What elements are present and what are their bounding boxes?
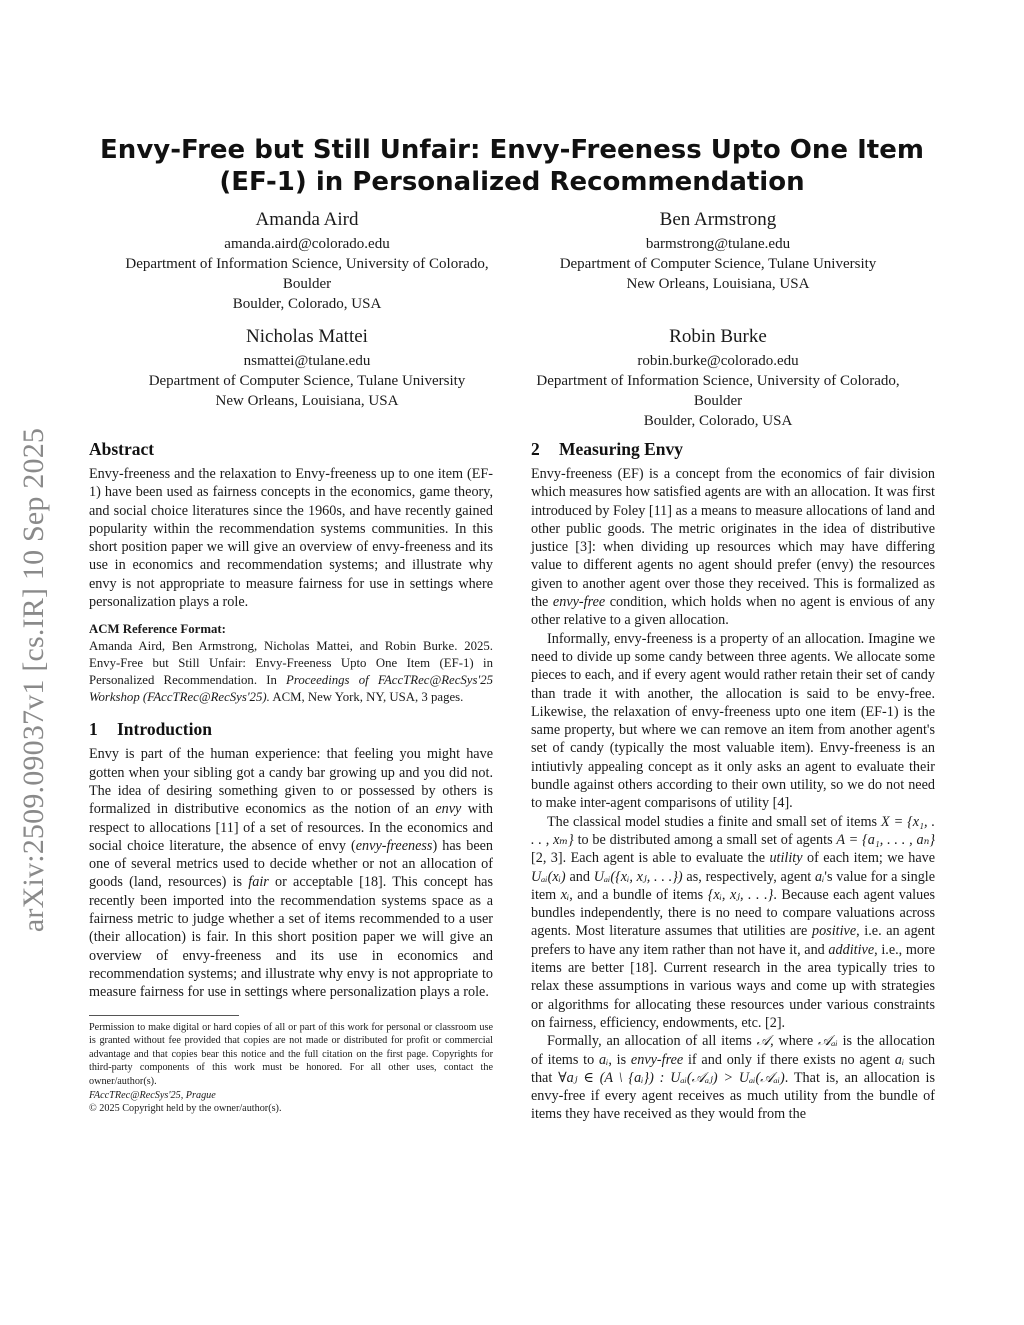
text-run: The classical model studies a finite and small set of items: [547, 813, 878, 830]
emphasis: envy-free: [630, 1051, 684, 1068]
text-run: . Because each agent values bundles independently, there is no need to compare valuations across agents. Most literature assumes that utilities are: [531, 886, 936, 940]
measuring-paragraph-1: [531, 465, 935, 630]
footnote-rule: [89, 1015, 239, 1016]
author-location: New Orleans, Louisiana, USA: [626, 276, 810, 292]
author-name: Ben Armstrong: [659, 209, 777, 230]
abstract-heading: Abstract: [89, 439, 155, 459]
math-expression: Uₐᵢ(xᵢ): [531, 868, 566, 885]
emphasis: utility: [769, 850, 803, 867]
emphasis: additive: [828, 941, 875, 958]
copyright-notice: © 2025 Copyright held by the owner/author(s).: [89, 1103, 282, 1115]
arxiv-stamp: arXiv:2509.09037v1 [cs.IR] 10 Sep 2025: [17, 427, 50, 933]
permission-notice: Permission to make digital or hard copies of all or part of this work for personal or classroom use is granted without fee provided that copies are not made or distributed for profit or commercial advantage and that copies bear this notice and the full citation on the first page. Copyrights for third-party components of this work must be honored. For all other uses, contact the owner/author(s).: [89, 1021, 493, 1087]
text-run: ) has been one of several metrics used to decide whether or not an allocation of goods (land, resources) is: [89, 837, 494, 891]
text-run: , i.e. an agent prefers to have any item rather than not have it, and: [531, 923, 935, 958]
text-run: , i.e., more items are better [18]. Current research in the area typically tries to relax these assumptions in various ways and come up with strategies or algorithms for allocating these resources under various constraints on fairness, efficiency, endowments, etc. [2].: [531, 941, 936, 1031]
author-email[interactable]: amanda.aird@colorado.edu: [224, 236, 390, 252]
emphasis: positive: [811, 923, 857, 940]
measuring-paragraph-2: Informally, envy-freeness is a property of an allocation. Imagine we need to divide up some candy between three agents. We allocate some pieces to each, and if every agent would rather retain their set of candy than trade it with another, the allocation is said to be envy-free. Likewise, the relaxation of envy-freeness upto one item (EF-1) is the same property, but where we can remove an item from another agent's set of candy (typically the most valuable item). Envy-freeness is an intiutivly appealing concept as it only asks an agent to evaluate their bundle against others according to their own utility, so we do not need to make inter-agent comparisons of utility [4].: [531, 630, 935, 812]
text-run: , is: [608, 1051, 627, 1068]
author-email[interactable]: nsmattei@tulane.edu: [243, 353, 371, 369]
text-run: Formally, an allocation of all items: [547, 1033, 752, 1050]
footnote-venue: FAccTRec@RecSys'25, Prague: [89, 1089, 216, 1101]
author-block: [107, 325, 507, 411]
author-affiliation: Department of Computer Science, Tulane University: [559, 256, 877, 272]
section-title: Measuring Envy: [559, 439, 683, 459]
emphasis: envy-freeness: [355, 837, 433, 854]
author-name: Amanda Aird: [255, 209, 359, 230]
math-expression: A = {a₁, . . . , aₙ}: [836, 831, 936, 848]
author-affiliation: Department of Information Science, University of Colorado, Boulder: [536, 373, 900, 409]
text-run: . That is, an allocation is envy-free if every agent receives as much utility from the bundle of items they have received as they would from the: [531, 1069, 936, 1123]
author-affiliation: Department of Computer Science, Tulane University: [148, 373, 466, 389]
text-run: Envy-freeness (EF) is a concept from the economics of fair division which measures how satisfied agents are with an allocation. It was first introduced by Foley [11] as a means to measure allocations of land and other public goods. The metric originates in the idea of distributive justice [3]: when dividing up resources which may have differing value to different agents no agent should prefer (envy) the resources given to another agent over those they received. This is formalized as the: [531, 466, 935, 611]
math-expression: xᵢ: [560, 886, 570, 903]
author-location: New Orleans, Louisiana, USA: [215, 393, 399, 409]
measuring-paragraph-4: [531, 1032, 935, 1123]
text-run: , and a bundle of items: [569, 886, 704, 903]
text-run: of each item; we have: [806, 850, 936, 867]
math-expression: X = {x₁, . . . , xₘ}: [531, 813, 936, 848]
measuring-heading: [531, 438, 935, 460]
text-run: and: [569, 868, 590, 885]
author-block: [518, 208, 918, 294]
text-run: with respect to allocations [11] of a set of resources. In the economics and social choice literature, the absence of envy (: [89, 801, 493, 854]
abstract-text: Envy-freeness and the relaxation to Envy-freeness up to one item (EF-1) have been used as fairness concepts in the economics, game theory, and social choice literatures since the 1960s, and have recently gained popularity within the recommendation systems communities. In this short position paper we will give an overview of envy-freeness and its use in economics and recommendation systems; and illustrate why envy is not appropriate to measure fairness for use in settings where personalization plays a role.: [89, 466, 493, 611]
text-run: such that: [531, 1051, 936, 1086]
math-expression: {xᵢ, xⱼ, . . .}: [707, 886, 774, 903]
math-expression: aᵢ: [598, 1051, 609, 1068]
text-run: , where: [770, 1033, 814, 1050]
section-title: Introduction: [117, 719, 212, 740]
text-run: [2, 3]. Each agent is able to evaluate the: [531, 850, 765, 867]
paper-title: Envy-Free but Still Unfair: Envy-Freeness Upto One Item (EF-1) in Personalized Recommendation: [100, 135, 924, 197]
math-expression: ∀aⱼ ∈ (A \ {aᵢ}) : Uₐᵢ(𝒜ₐⱼ) > Uₐᵢ(𝒜ₐᵢ): [558, 1069, 785, 1086]
text-run: or acceptable [18]. This concept has recently been imported into the recommendation systems space as a fairness metric to judge whether a set of items recommended to a user (their allocation) is fair. In this short position paper we will give an overview of envy-freeness and its use in economics and recommendation systems; and illustrate why envy is not appropriate to measure fairness for use in settings where personalization plays a role.: [89, 874, 494, 1001]
text-run: to be distributed among a small set of agents: [577, 831, 833, 848]
acm-ref-part: Amanda Aird, Ben Armstrong, Nicholas Mattei, and Robin Burke. 2025. Envy-Free but Still Unfair: Envy-Freeness Upto One Item (EF-1) in Personalized Recommendation. In: [89, 639, 493, 688]
author-block: [107, 208, 507, 314]
author-email[interactable]: barmstrong@tulane.edu: [645, 236, 791, 252]
emphasis: fair: [248, 874, 269, 891]
author-block: [518, 325, 918, 431]
math-expression: Uₐᵢ({xᵢ, xⱼ, . . .}): [593, 868, 683, 885]
math-expression: 𝒜ₐᵢ: [817, 1033, 838, 1050]
text-run: condition, which holds when no agent is envious of any other relative to a given allocation.: [531, 594, 935, 629]
section-number: 1: [89, 719, 98, 740]
author-email[interactable]: robin.burke@colorado.edu: [637, 353, 799, 369]
text-run: if and only if there exists no agent: [687, 1051, 891, 1068]
text-run: 's value for a single item: [531, 868, 936, 903]
acm-ref-part: ACM, New York, NY, USA, 3 pages.: [269, 690, 464, 705]
author-affiliation: Department of Information Science, University of Colorado, Boulder: [125, 256, 489, 292]
section-number: 2: [531, 439, 540, 459]
author-location: Boulder, Colorado, USA: [232, 296, 382, 312]
math-expression: 𝒜: [756, 1033, 771, 1050]
text-run: as, respectively, agent: [686, 868, 812, 885]
acm-ref-venue: Proceedings of FAccTRec@RecSys'25 Workshop (FAccTRec@RecSys'25).: [89, 673, 493, 705]
intro-heading: [89, 718, 493, 740]
math-expression: aᵢ: [815, 868, 825, 885]
author-name: Robin Burke: [669, 326, 767, 347]
math-expression: aᵢ: [894, 1051, 905, 1068]
right-column: [531, 438, 935, 1124]
author-name: Nicholas Mattei: [246, 326, 368, 347]
author-location: Boulder, Colorado, USA: [643, 413, 793, 429]
acm-ref-text: [89, 638, 493, 706]
acm-ref-heading: ACM Reference Format:: [89, 622, 226, 637]
intro-paragraph: [89, 745, 493, 1001]
measuring-paragraph-3: [531, 813, 935, 1033]
emphasis: envy-free: [552, 594, 606, 611]
text-run: is the allocation of items to: [531, 1033, 935, 1068]
left-column: [89, 438, 493, 1116]
emphasis: envy: [435, 801, 462, 818]
footnote: [89, 1021, 493, 1116]
text-run: Envy is part of the human experience: that feeling you might have gotten when your sibling got a candy bar growing up and you did not. The idea of desiring something given to or possessed by others is formalized in distributive economics as the notion of an: [89, 746, 493, 818]
